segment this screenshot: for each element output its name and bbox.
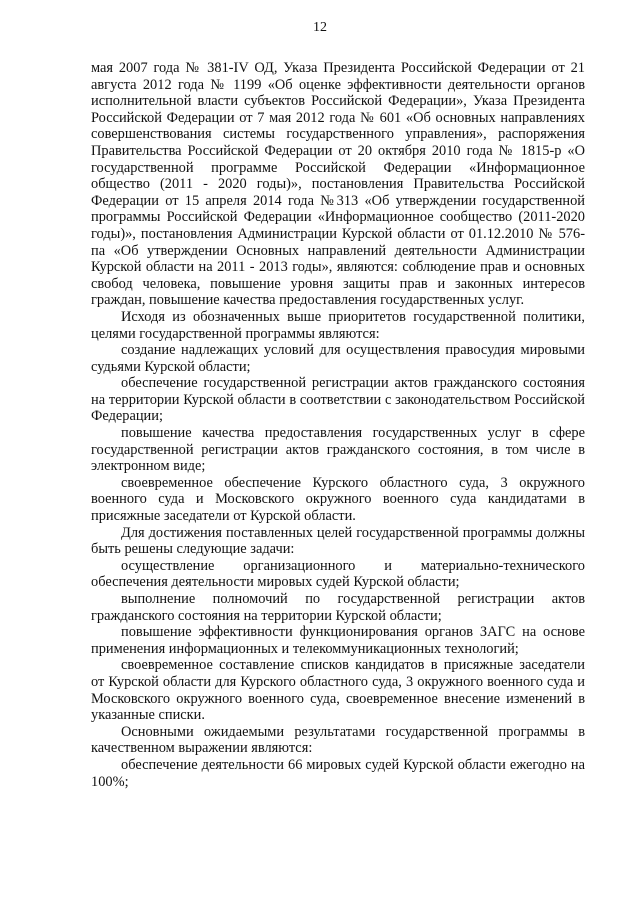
paragraph-results-intro: Основными ожидаемыми результатами государственной программы в качественном выражении являются:: [91, 723, 585, 757]
paragraph-legal-basis: мая 2007 года № 381-IV ОД, Указа Президента Российской Федерации от 21 августа 2012 года № 1199 «Об оценке эффективности деятельности органов исполнительной власти субъектов Российской Федерации», Указа Президента Российской Федерации от 7 мая 2012 года № 601 «Об основных направлениях совершенствования системы государственного управления», распоряжения Правительства Российской Федерации от 20 октября 2010 года № 1815-р «О государственной программе Российской Федерации «Информационное общество (2011 - 2020 годы)», постановления Правительства Российской Федерации от 15 апреля 2014 года №313 «Об утверждении государственной программы Российской Федерации «Информационное сообщество (2011-2020 годы)», постановления Администрации Курской области от 01.12.2010 № 576-па «Об утверждении Основных направлений деятельности Администрации Курской области на 2011 - 2013 годы», являются: соблюдение прав и основных свобод человека, повышение уровня защиты прав и законных интересов граждан, повышение качества предоставления государственных услуг.: [91, 60, 585, 309]
paragraph-task-4: своевременное составление списков кандидатов в присяжные заседатели от Курской области для Курского областного суда, 3 окружного военного суда и Московского окружного военного суда, своевременное внесение изменений в указанные списки.: [91, 657, 585, 724]
page-number: 12: [313, 20, 327, 35]
paragraph-tasks-intro: Для достижения поставленных целей государственной программы должны быть решены следующие задачи:: [91, 524, 585, 558]
paragraph-task-3: повышение эффективности функционирования органов ЗАГС на основе применения информационных и телекоммуникационных технологий;: [91, 624, 585, 657]
document-body: [91, 60, 585, 790]
paragraph-goal-3: повышение качества предоставления государственных услуг в сфере государственной регистрации актов гражданского состояния, в том числе в электронном виде;: [91, 425, 585, 475]
paragraph-goals-intro: Исходя из обозначенных выше приоритетов государственной политики, целями государственной программы являются:: [91, 308, 585, 342]
paragraph-task-1: осуществление организационного и материально-технического обеспечения деятельности мировых судей Курской области;: [91, 557, 585, 591]
paragraph-result-1: обеспечение деятельности 66 мировых судей Курской области ежегодно на 100%;: [91, 756, 585, 790]
paragraph-goal-2: обеспечение государственной регистрации актов гражданского состояния на территории Курской области в соответствии с законодательством Российской Федерации;: [91, 375, 585, 425]
paragraph-goal-1: создание надлежащих условий для осуществления правосудия мировыми судьями Курской области;: [91, 342, 585, 375]
paragraph-task-2: выполнение полномочий по государственной регистрации актов гражданского состояния на территории Курской области;: [91, 591, 585, 624]
paragraph-goal-4: своевременное обеспечение Курского областного суда, 3 окружного военного суда и Московского окружного военного суда кандидатами в присяжные заседатели от Курской области.: [91, 474, 585, 525]
